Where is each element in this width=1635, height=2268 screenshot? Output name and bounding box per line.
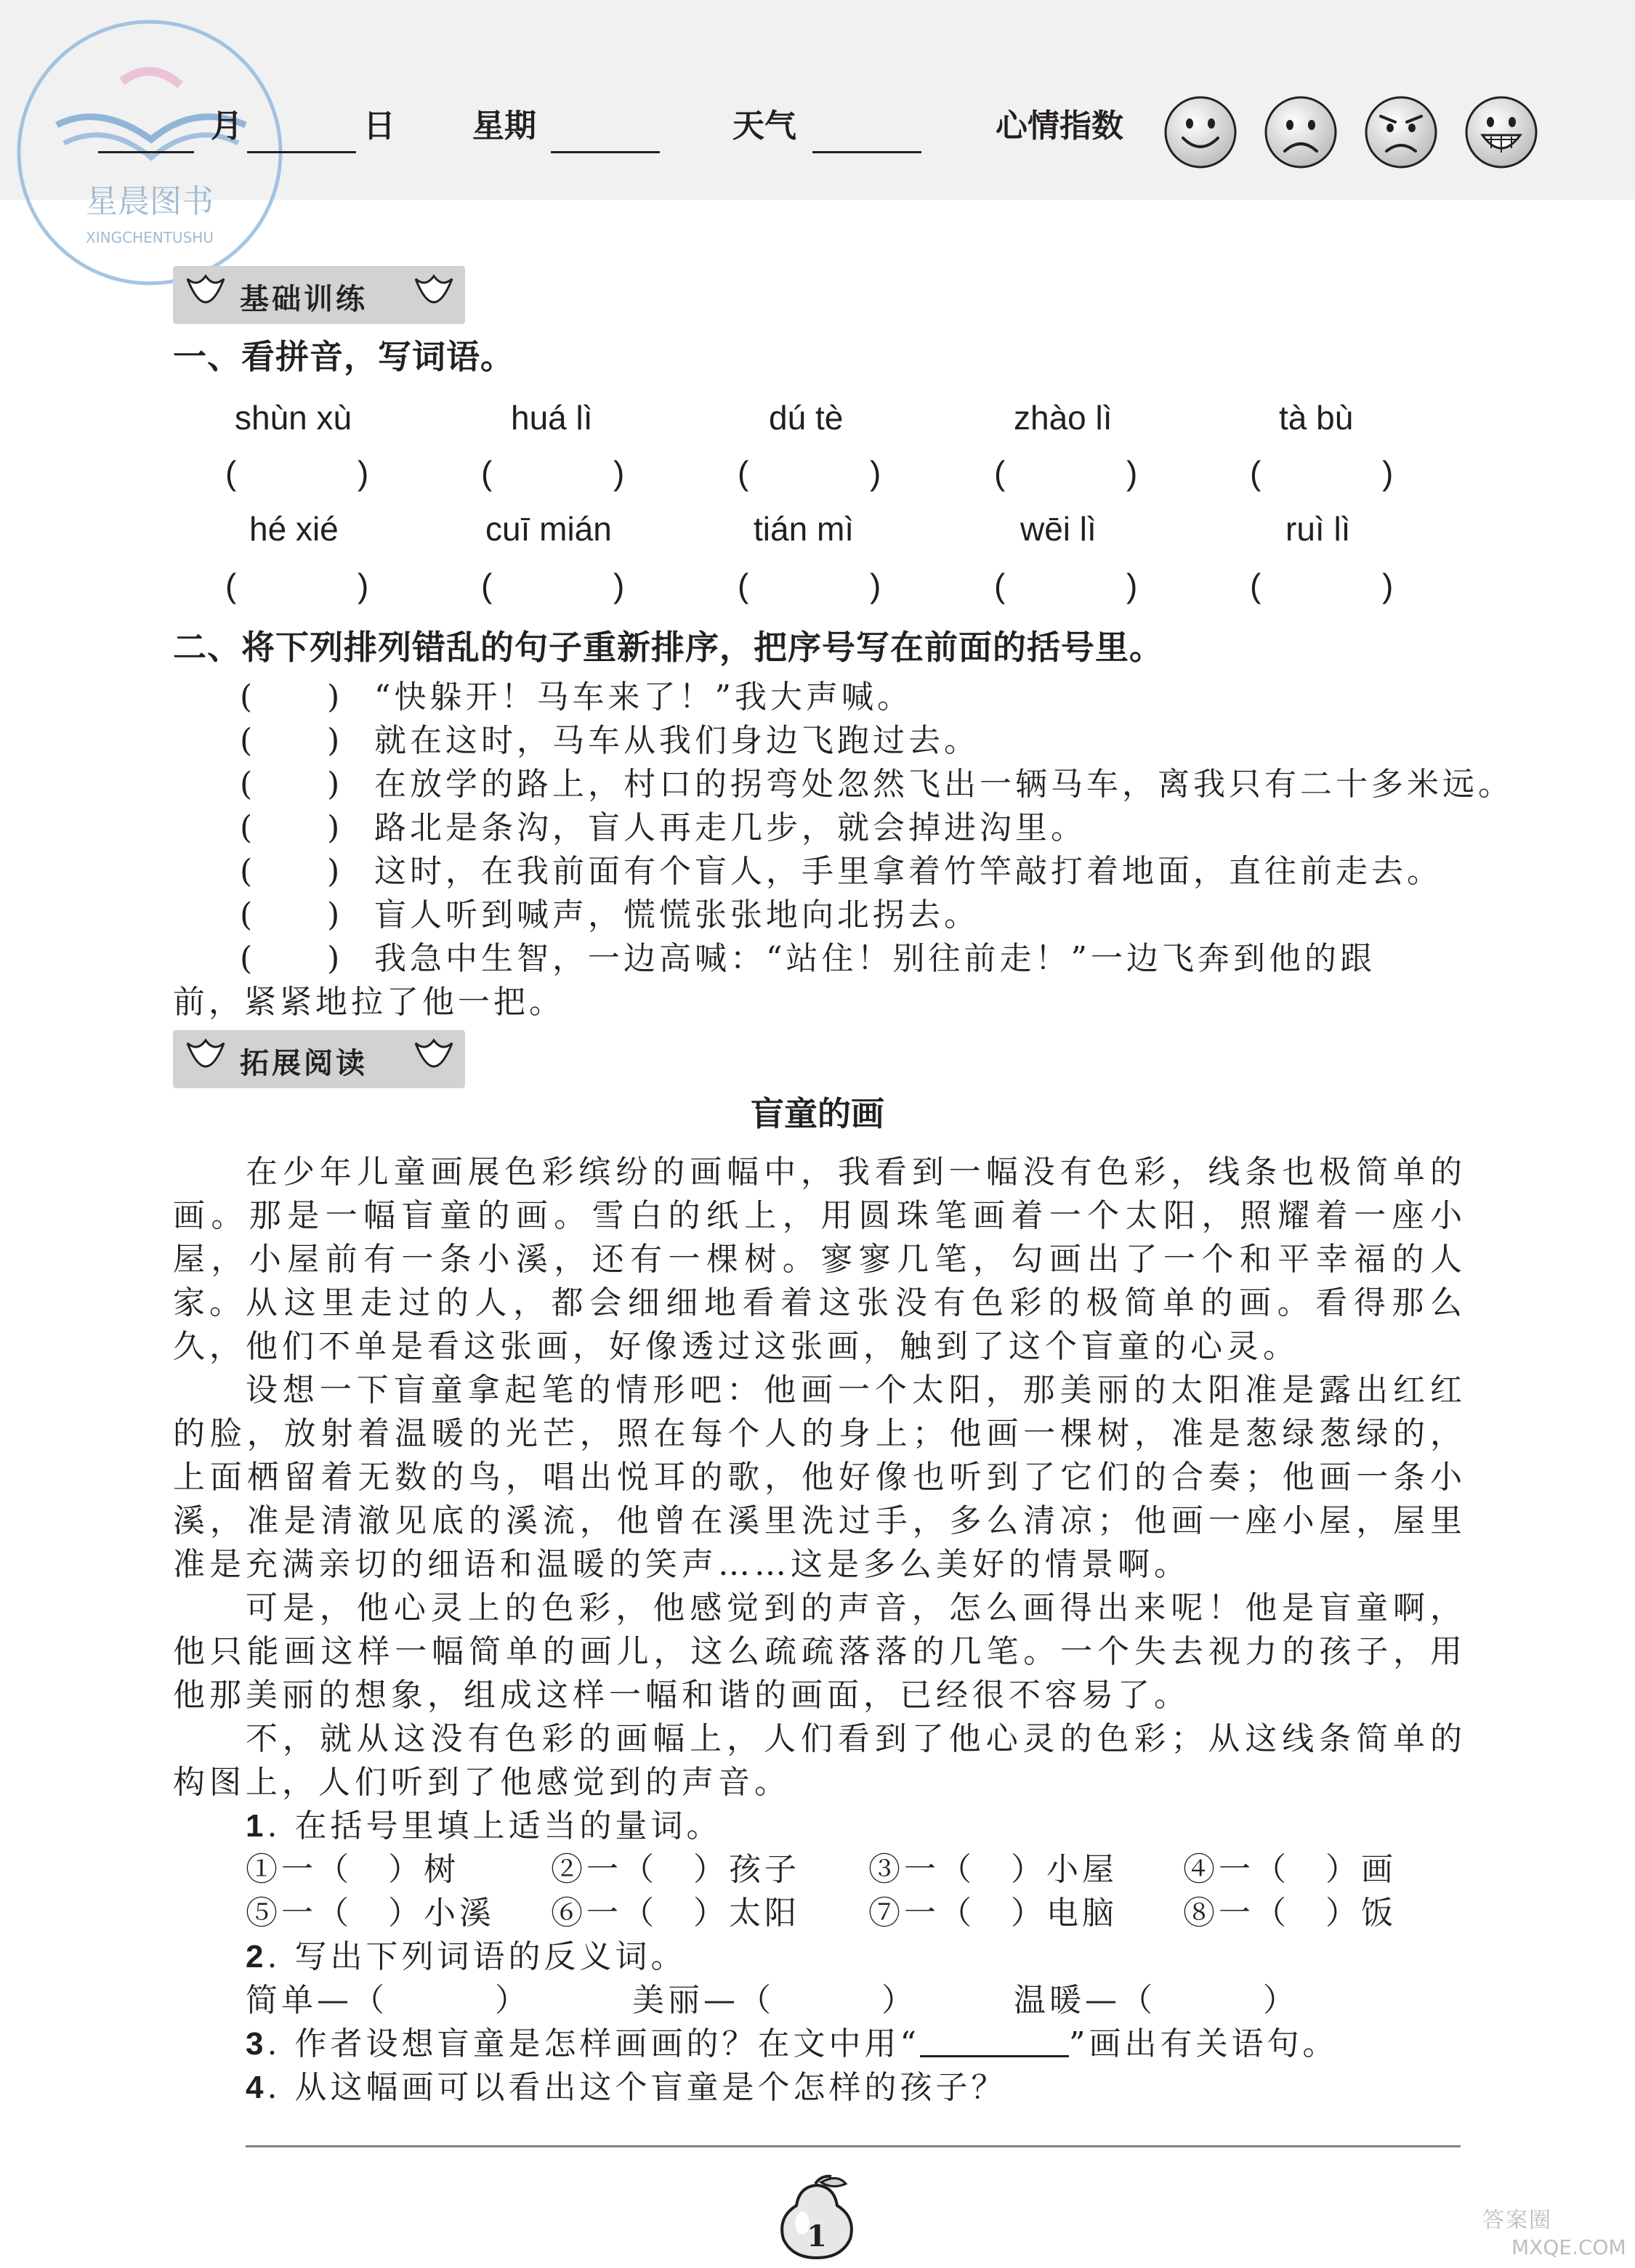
sentence-row[interactable] <box>240 676 1533 719</box>
day-blank[interactable] <box>247 151 356 153</box>
pear-page-badge-icon <box>770 2172 863 2261</box>
order-blank[interactable]: ( ) <box>240 679 344 716</box>
weather-label: 天气 <box>732 108 796 145</box>
pinyin: zhào lì <box>1014 399 1113 437</box>
paren-open: ( <box>738 454 749 492</box>
measure-word-item[interactable]: ③一（ ）小屋 <box>868 1851 1118 1888</box>
tulip-icon <box>410 272 458 318</box>
exercise-number: 2 <box>246 1939 267 1975</box>
antonym-item[interactable]: 简单—（ ） <box>246 1982 530 2019</box>
story-paragraph: 不，就从这没有色彩的画幅上，人们看到了他心灵的色彩；从这线条简单的构图上，人们听到了他感觉到的声音。 <box>173 1720 1466 1801</box>
exercise-text: . 从这幅画可以看出这个盲童是个怎样的孩子？ <box>267 2069 1007 2106</box>
underline-sample <box>920 2026 1069 2057</box>
order-blank[interactable]: ( ) <box>240 722 344 759</box>
paren-close: ) <box>613 567 625 604</box>
pinyin: dú tè <box>769 399 844 437</box>
question-1-title: 一、看拼音，写词语。 <box>173 337 514 376</box>
paren-close: ) <box>870 567 881 604</box>
question-2-title: 二、将下列排列错乱的句子重新排序，把序号写在前面的括号里。 <box>173 628 1163 667</box>
paren-open: ( <box>225 454 237 492</box>
weekday-blank[interactable] <box>551 151 660 153</box>
measure-word-item[interactable]: ①一（ ）树 <box>246 1851 459 1888</box>
section-tag-label: 拓展阅读 <box>240 1047 368 1080</box>
sentence-row[interactable] <box>240 763 1533 806</box>
exercise-2-title <box>246 1935 686 1979</box>
exercise-number: 3 <box>246 2026 267 2062</box>
paren-close: ) <box>1126 454 1138 492</box>
exercise-4 <box>246 2066 1006 2110</box>
angry-face-icon[interactable] <box>1363 94 1439 170</box>
sad-face-icon[interactable] <box>1263 94 1339 170</box>
paren-close: ) <box>1382 454 1394 492</box>
sentence-text: 路北是条沟，盲人再走几步，就会掉进沟里。 <box>374 809 1086 846</box>
pinyin: hé xié <box>249 510 339 548</box>
tulip-icon <box>410 1036 458 1082</box>
page-number: 1 <box>807 2219 827 2253</box>
paren-open: ( <box>738 567 749 604</box>
pinyin: shùn xù <box>235 399 352 437</box>
paren-close: ) <box>1382 567 1394 604</box>
pinyin: ruì lì <box>1285 510 1351 548</box>
measure-word-item[interactable]: ⑥一（ ）太阳 <box>551 1895 800 1932</box>
section-tag-basic <box>173 266 465 324</box>
paren-open: ( <box>994 454 1006 492</box>
measure-word-item[interactable]: ②一（ ）孩子 <box>551 1851 800 1888</box>
sentence-text: 我急中生智，一边高喊：“站住！别往前走！”一边飞奔到他的跟 <box>374 940 1376 977</box>
pinyin: cuī mián <box>485 510 612 548</box>
paren-close: ) <box>613 454 625 492</box>
paren-open: ( <box>1250 454 1261 492</box>
order-blank[interactable]: ( ) <box>240 766 344 803</box>
pinyin: huá lì <box>511 399 593 437</box>
order-blank[interactable]: ( ) <box>240 896 344 933</box>
paren-close: ) <box>870 454 881 492</box>
story-paragraph: 在少年儿童画展色彩缤纷的画幅中，我看到一幅没有色彩，线条也极简单的画。那是一幅盲童的画。雪白的纸上，用圆珠笔画着一个太阳，照耀着一座小屋，小屋前有一条小溪，还有一棵树。寥寥几笔，勾画出了一个和平幸福的人家。 <box>173 1154 1466 1321</box>
footer-rule <box>246 2145 1461 2147</box>
watermark-url: MXQE.COM <box>1511 2235 1626 2259</box>
order-blank[interactable]: ( ) <box>240 809 344 846</box>
exercise-3 <box>246 2022 1338 2066</box>
sentence-row[interactable] <box>240 894 1533 937</box>
weekday-label: 星期 <box>472 108 536 145</box>
paren-open: ( <box>1250 567 1261 604</box>
sentence-text: 在放学的路上，村口的拐弯处忽然飞出一辆马车，离我只有二十多米远。 <box>374 766 1514 803</box>
exercise-number: 1 <box>246 1808 267 1844</box>
sentence-continuation: 前，紧紧地拉了他一把。 <box>173 984 565 1021</box>
paren-open: ( <box>481 567 493 604</box>
sentence-text: 这时，在我前面有个盲人，手里拿着竹竿敲打着地面，直往前走去。 <box>374 853 1442 890</box>
day-label: 日 <box>363 108 395 145</box>
sentence-row[interactable] <box>240 937 1533 981</box>
tulip-icon <box>182 272 230 318</box>
paren-open: ( <box>994 567 1006 604</box>
exercise-text: ”画出有关语句。 <box>1068 2025 1339 2062</box>
measure-word-item[interactable]: ⑦一（ ）电脑 <box>868 1895 1118 1932</box>
pinyin: wēi lì <box>1020 510 1097 548</box>
story-paragraph: 设想一下盲童拿起笔的情形吧：他画一个太阳，那美丽的太阳准是露出红红的脸，放射着温暖的光芒，照在每个人的身上；他画一棵树，准是葱绿葱绿的，上面栖留着无数的鸟，唱出悦耳的歌，他好像也听到了它们的合奏；他画一条小溪，准是清澈见底的溪流，他曾在溪里洗过手，多么清凉；他画一座小屋，屋里准是充满亲切的细语和温暖的笑声……这是多么美好的情景啊。 <box>173 1372 1466 1583</box>
tulip-icon <box>182 1036 230 1082</box>
pinyin: tà bù <box>1279 399 1354 437</box>
sentence-text: “快躲开！马车来了！”我大声喊。 <box>374 679 913 716</box>
mood-label: 心情指数 <box>996 108 1123 145</box>
antonym-item[interactable]: 温暖—（ ） <box>1014 1982 1299 2019</box>
measure-word-item[interactable]: ⑧一（ ）饭 <box>1183 1895 1397 1932</box>
measure-word-item[interactable]: ⑤一（ ）小溪 <box>246 1895 495 1932</box>
paren-close: ) <box>1126 567 1138 604</box>
month-label: 月 <box>211 108 243 145</box>
order-blank[interactable]: ( ) <box>240 940 344 977</box>
sentence-text: 盲人听到喊声，慌慌张张地向北拐去。 <box>374 896 980 933</box>
paren-open: ( <box>481 454 493 492</box>
smile-face-icon[interactable] <box>1163 94 1238 170</box>
sentence-text: 就在这时，马车从我们身边飞跑过去。 <box>374 722 980 759</box>
measure-word-item[interactable]: ④一（ ）画 <box>1183 1851 1397 1888</box>
grin-face-icon[interactable] <box>1464 94 1539 170</box>
weather-blank[interactable] <box>812 151 921 153</box>
pinyin: tián mì <box>754 510 855 548</box>
exercise-number: 4 <box>246 2070 267 2105</box>
logo-name-cn: 星晨图书 <box>86 183 214 220</box>
paren-close: ) <box>358 567 369 604</box>
exercise-text: . 在括号里填上适当的量词。 <box>267 1807 722 1844</box>
sentence-row[interactable] <box>240 850 1533 894</box>
exercise-1-title <box>246 1805 722 1848</box>
paren-close: ) <box>358 454 369 492</box>
exercise-text: . 写出下列词语的反义词。 <box>267 1938 687 1975</box>
sentence-row[interactable] <box>240 806 1533 850</box>
antonym-item[interactable]: 美丽—（ ） <box>632 1982 917 2019</box>
exercise-text: . 作者设想盲童是怎样画画的？在文中用“ <box>267 2025 920 2062</box>
paren-open: ( <box>225 567 237 604</box>
section-tag-reading <box>173 1030 465 1088</box>
section-tag-label: 基础训练 <box>240 283 368 316</box>
watermark-text: 答案圈 <box>1482 2208 1552 2233</box>
story-paragraph: 可是，他心灵上的色彩，他感觉到的声音，怎么画得出来呢！他是盲童啊，他只能画这样一幅简单的画儿，这么疏疏落落的几笔。一个失去视力的孩子，用他那美丽的想象，组成这样一幅和谐的画面，已经很不容易了。 <box>173 1589 1466 1714</box>
order-blank[interactable]: ( ) <box>240 853 344 890</box>
month-blank[interactable] <box>98 151 194 153</box>
story-paragraph: 从这里走过的人，都会细细地看着这张没有色彩的极简单的画。看得那么久，他们不单是看这张画，好像透过这张画，触到了这个盲童的心灵。 <box>173 1284 1466 1365</box>
logo-name-pinyin: XINGCHENTUSHU <box>86 229 214 246</box>
sentence-row[interactable] <box>240 719 1533 763</box>
story-title: 盲童的画 <box>751 1094 884 1133</box>
